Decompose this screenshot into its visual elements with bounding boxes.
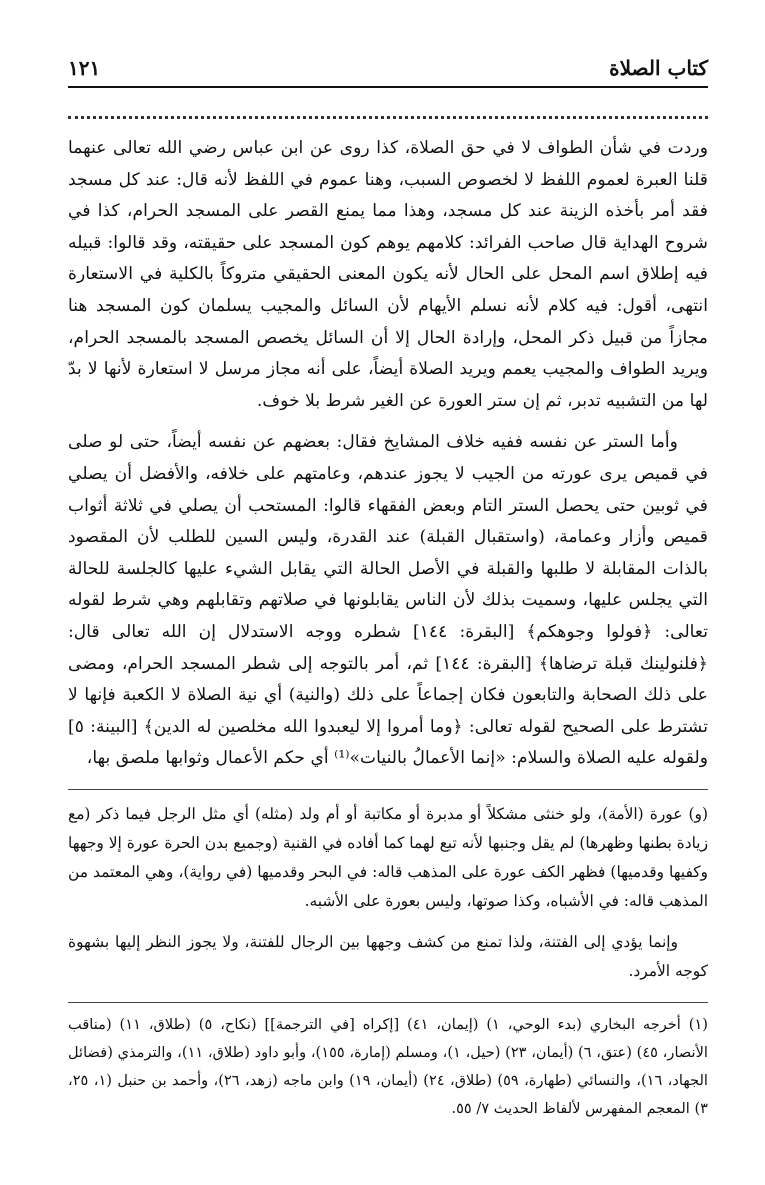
book-page xyxy=(68,56,708,1123)
chapter-title: كتاب الصلاة xyxy=(603,56,708,80)
commentary-paragraph: (و) عورة (الأمة)، ولو خنثى مشكلاً أو مدبرة أو مكاتبة أو أم ولد (مثله) أي مثل الرجل فيما ذكر (مع زيادة بطنها وظهرها) لم يقل وجنبها لأنه تبع لهما كما أفاده في القنية (وجميع بدن الحرة عورة إلا وجهها وكفيها وقدميها) فظهر الكف عورة على المذهب قاله: في البحر وقدميها (في رواية)، وهي المعتمد من المذهب قاله: في الأشباه، وكذا صوتها، وليس بعورة على الأشبه. xyxy=(68,804,708,910)
running-header xyxy=(68,56,708,88)
footnote: (١) أخرجه البخاري (بدء الوحي، ١) (إيمان، ٤١) [إكراه [في الترجمة]] (نكاح، ٥) (طلاق، ١١) (مناقب الأنصار، ٤٥) (عتق، ٦) (أيمان، ٢٣) (حيل، ١)، ومسلم (إمارة، ١٥٥)، وأبو داود (طلاق، ١١)، والترمذي (فضائل الجهاد، ١٦)، والنسائي (طهارة، ٥٩) (طلاق، ٢٤) (أيمان، ١٩) وابن ماجه (زهد، ٢٦)، وأحمد بن حنبل (١، ٢٥، ٣) المعجم المفهرس لألفاظ الحديث ٧/ ٥٥. xyxy=(68,1015,708,1117)
commentary-paragraph: وإنما يؤدي إلى الفتنة، ولذا تمنع من كشف وجهها بين الرجال للفتنة، ولا يجوز النظر إليها بشهوة كوجه الأمرد. xyxy=(68,932,708,980)
dotted-separator xyxy=(68,116,708,119)
footnotes-section xyxy=(68,1002,708,1123)
main-paragraph: وأما الستر عن نفسه ففيه خلاف المشايخ فقال: بعضهم عن نفسه أيضاً، حتى لو صلى في قميص يرى عورته من الجيب لا يجوز عندهم، وعامتهم على خلافه، والأفضل أن يصلي في ثوبين حتى يحصل الستر التام وبعض الفقهاء قالوا: المستحب أن يصلي في ثلاثة أثواب قميص وأزار وعمامة، (واستقبال القبلة) عند القدرة، وليس السين للطلب لأن المقصود بالذات المقابلة لا طلبها والقبلة في الأصل الحالة التي يقابل الشيء عليها كالجلسة للحالة التي يجلس عليها، وسميت بذلك لأن الناس يقابلونها في صلاتهم وتقابلهم وهي شرط لقوله تعالى: ﴿فولوا وجوهكم﴾ [البقرة: ١٤٤] شطره ووجه الاستدلال إن الله تعالى قال: ﴿فلنولينك قبلة ترضاها﴾ [البقرة: ١٤٤] ثم، أمر بالتوجه إلى شطر المسجد الحرام، ومضى على ذلك الصحابة والتابعون فكان إجماعاً على ذلك (والنية) أي نية الصلاة لا الكعبة فإنها لا تشترط على الصحيح لقوله تعالى: ﴿وما أمروا إلا ليعبدوا الله مخلصين له الدين﴾ [البينة: ٥] ولقوله عليه الصلاة والسلام: «إنما الأعمالُ بالنيات»⁽¹⁾ أي حكم الأعمال وثوابها ملصق بها، xyxy=(68,432,708,769)
main-text xyxy=(68,133,708,775)
main-paragraph: وردت في شأن الطواف لا في حق الصلاة، كذا روى عن ابن عباس رضي الله تعالى عنهما قلنا العبرة لعموم اللفظ لا لخصوص السبب، وهنا عموم في اللفظ لأنه قال: عند كل مسجد فقد أمر بأخذه الزينة عند كل مسجد، وهذا مما يمنع القصر على المسجد الحرام، كذا في شروح الهداية قال صاحب الفرائد: كلامهم يوهم كون المسجد على حقيقته، وقد قالوا: قبيله فيه إطلاق اسم المحل على الحال لأنه يكون المعنى الحقيقي متروكاً بالكلية في الاستعارة انتهى، أقول: فيه كلام لأنه نسلم الأيهام لأن السائل والمجيب يسلمان كون المسجد هنا مجازاً من قبيل ذكر المحل، وإرادة الحال إلا أن السائل يخصص المسجد بالمسجد الحرام، ويريد الطواف والمجيب يعمم ويريد الصلاة أيضاً، على أنه مجاز مرسل لا استعارة لأنها لا بدّ لها من التشبيه تدبر، ثم إن ستر العورة عن الغير شرط بلا خوف. xyxy=(68,138,708,411)
page-number: ١٢١ xyxy=(68,56,106,80)
commentary-section xyxy=(68,789,708,986)
